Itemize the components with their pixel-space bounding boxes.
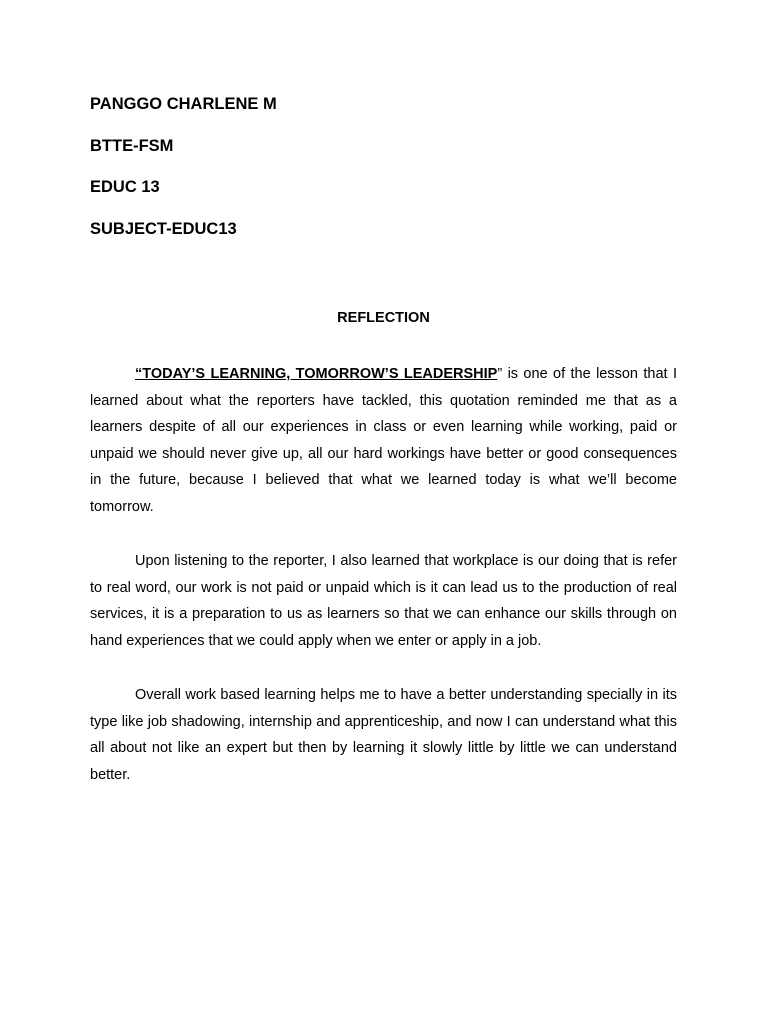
student-name: PANGGO CHARLENE M <box>90 95 277 113</box>
paragraph-3: Overall work based learning helps me to have a better understanding specially in its type like job shadowing, internship and apprenticeship, and now I can understand what this all about not like an expert but then by learning it slowly little by little we can understand better. <box>90 687 677 783</box>
paragraph-1-text: ” is one of the lesson that I learned about what the reporters have tackled, this quotation reminded me that as a learners despite of all our experiences in class or even learning while working, paid or unpaid we should never give up, all our hard workings have better or good consequences in the future, because I believed that what we learned today is what we’ll become tomorrow. <box>90 366 677 515</box>
document-title: REFLECTION <box>337 310 430 326</box>
course-label: EDUC 13 <box>90 178 160 196</box>
paragraph-1 <box>90 361 677 521</box>
highlighted-quote: “TODAY’S LEARNING, TOMORROW’S LEADERSHIP <box>135 366 498 382</box>
program-label: BTTE-FSM <box>90 137 174 155</box>
subject-label: SUBJECT-EDUC13 <box>90 220 237 238</box>
paragraph-2: Upon listening to the reporter, I also learned that workplace is our doing that is refer to real word, our work is not paid or unpaid which is it can lead us to the production of real services, it is a preparation to us as learners so that we can enhance our skills through on hand experiences that we could apply when we enter or apply in a job. <box>90 553 677 649</box>
